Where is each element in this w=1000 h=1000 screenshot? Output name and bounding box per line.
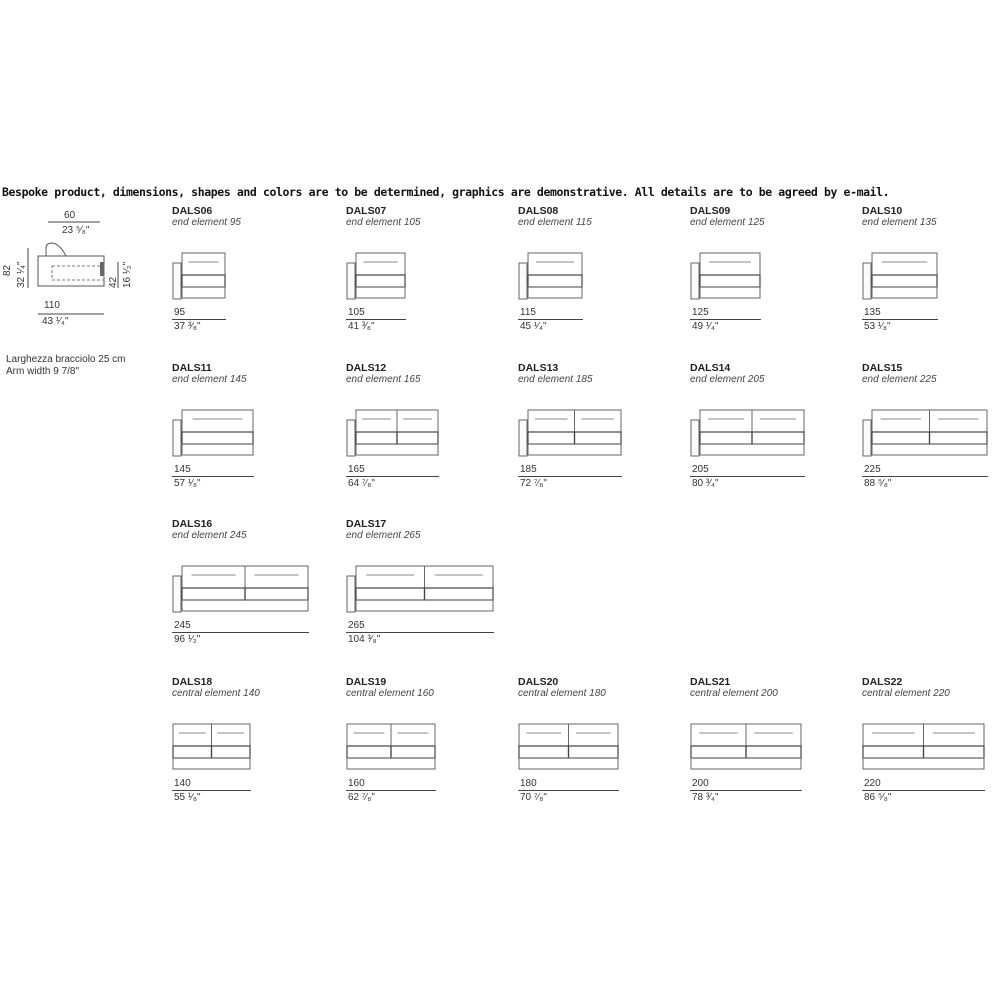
back-cushion [746,724,801,746]
width-inches: 37 ³⁄₈" [174,321,201,332]
back-cushion [519,724,569,746]
element-drawing [518,243,585,303]
seat-cushion [173,746,212,758]
dimension-line [346,790,436,791]
seat-cushion [182,588,245,600]
base-frame [182,287,225,298]
seat-cushion [391,746,435,758]
width-cm: 160 [348,778,365,789]
width-cm: 95 [174,307,186,318]
element-code: DALS10 [862,205,903,217]
width-inches: 45 ¹⁄₄" [520,321,547,332]
back-cushion [700,410,752,432]
armrest-shape [347,420,355,456]
seat-cushion [746,746,801,758]
armrest-shape [863,263,871,299]
width-inches: 55 ¹⁄₈" [174,792,201,803]
base-frame [700,287,760,298]
element-dals21 [690,676,860,826]
element-dals22 [862,676,1000,826]
element-description: end element 265 [346,530,421,541]
width-cm: 165 [348,464,365,475]
element-description: end element 225 [862,374,937,385]
width-cm: 225 [864,464,881,475]
element-dals11 [172,362,342,512]
element-drawing [172,714,253,774]
element-description: end element 205 [690,374,765,385]
base-frame [347,758,435,769]
width-cm: 185 [520,464,537,475]
width-inches: 53 ¹⁄₈" [864,321,891,332]
seat-cushion [924,746,985,758]
element-code: DALS06 [172,205,213,217]
base-frame [528,287,582,298]
seat-cushion [872,275,937,287]
width-cm: 200 [692,778,709,789]
element-dals16 [172,518,342,668]
base-frame [173,758,250,769]
element-description: end element 165 [346,374,421,385]
element-dals17 [346,518,516,668]
back-cushion [528,253,582,275]
dimension-line [172,790,251,791]
element-code: DALS14 [690,362,731,374]
element-dals12 [346,362,516,512]
element-code: DALS11 [172,362,212,374]
arm-height-cm: 82 [2,264,13,276]
back-cushion [347,724,391,746]
seat-cushion [700,432,752,444]
back-cushion [863,724,924,746]
element-code: DALS17 [346,518,387,530]
armrest-shape [173,576,181,612]
seat-cushion [182,432,253,444]
dimension-line [690,319,761,320]
base-frame [356,600,493,611]
dimension-line [690,476,805,477]
element-description: end element 105 [346,217,421,228]
element-description: end element 135 [862,217,937,228]
back-cushion [182,253,225,275]
back-cushion [752,410,804,432]
dimension-line [346,476,439,477]
dimension-line [690,790,802,791]
element-dals07 [346,205,516,355]
width-inches: 88 ⁵⁄₈" [864,478,892,489]
back-cushion [575,410,622,432]
back-cushion [924,724,985,746]
seat-cushion [182,275,225,287]
element-code: DALS13 [518,362,559,374]
back-cushion [700,253,760,275]
seat-cushion [691,746,746,758]
element-dals18 [172,676,342,826]
arm-depth-cm: 60 [64,210,76,221]
element-dals15 [862,362,1000,512]
width-inches: 62 ⁷⁄₈" [348,792,375,803]
seat-cushion [356,588,425,600]
seat-cushion [356,275,405,287]
element-drawing [346,400,441,460]
arm-note-italian: Larghezza bracciolo 25 cm [6,354,126,365]
arm-width-cm: 110 [44,300,60,311]
element-description: end element 125 [690,217,765,228]
dimension-line [518,790,619,791]
seat-cushion [863,746,924,758]
back-cushion [356,253,405,275]
element-dals20 [518,676,688,826]
element-description: end element 185 [518,374,593,385]
width-inches: 96 ¹⁄₂" [174,634,201,645]
back-cushion [173,724,212,746]
width-cm: 265 [348,620,365,631]
seat-cushion [519,746,569,758]
seat-cushion [397,432,438,444]
base-frame [863,758,984,769]
armrest-shape [347,576,355,612]
element-drawing [690,714,804,774]
element-drawing [346,243,408,303]
arm-note-english: Arm width 9 7/8" [6,366,80,377]
width-cm: 145 [174,464,191,475]
arm-width-in: 43 ¹⁄₄" [42,316,69,327]
dimension-line [862,790,985,791]
element-code: DALS09 [690,205,731,217]
seat-cushion [347,746,391,758]
armrest-shape [173,420,181,456]
seat-cushion [700,275,760,287]
width-inches: 41 ³⁄₈" [348,321,375,332]
dimension-line [346,319,406,320]
width-cm: 135 [864,307,881,318]
element-description: end element 245 [172,530,247,541]
element-code: DALS19 [346,676,387,688]
element-code: DALS08 [518,205,559,217]
back-cushion [182,410,253,432]
width-cm: 125 [692,307,709,318]
dimension-line [862,319,938,320]
dimension-line [172,632,309,633]
width-inches: 57 ¹⁄₈" [174,478,201,489]
back-cushion [356,410,397,432]
element-drawing [862,714,987,774]
base-frame [872,287,937,298]
back-cushion [930,410,988,432]
dimension-line [862,476,988,477]
seat-cushion [575,432,622,444]
arm-seat-in: 16 ¹⁄₂" [122,261,133,288]
width-inches: 72 ⁷⁄₈" [520,478,547,489]
width-cm: 220 [864,778,881,789]
element-description: end element 115 [518,217,592,228]
seat-cushion [752,432,804,444]
element-code: DALS18 [172,676,213,688]
base-frame [182,600,308,611]
width-inches: 49 ¹⁄₄" [692,321,719,332]
width-inches: 86 ⁵⁄₈" [864,792,892,803]
element-code: DALS21 [690,676,731,688]
element-code: DALS12 [346,362,387,374]
dimension-line [518,319,583,320]
element-drawing [172,556,311,616]
base-frame [356,287,405,298]
base-frame [528,444,621,455]
width-cm: 245 [174,620,191,631]
seat-cushion [245,588,308,600]
element-description: end element 95 [172,217,241,228]
base-frame [519,758,618,769]
width-cm: 180 [520,778,537,789]
base-frame [872,444,987,455]
element-dals19 [346,676,516,826]
armrest-shape [519,263,527,299]
armrest-shape [691,420,699,456]
element-code: DALS20 [518,676,559,688]
element-dals08 [518,205,688,355]
element-drawing [172,243,228,303]
element-code: DALS15 [862,362,903,374]
seat-cushion [872,432,930,444]
armrest-shape [519,420,527,456]
dimension-line [172,476,254,477]
back-cushion [182,566,245,588]
element-code: DALS16 [172,518,213,530]
base-frame [356,444,438,455]
base-frame [182,444,253,455]
dimension-line [172,319,226,320]
element-drawing [346,556,496,616]
element-code: DALS22 [862,676,903,688]
back-cushion [872,253,937,275]
seat-cushion [356,432,397,444]
element-drawing [518,714,621,774]
width-cm: 115 [520,307,536,318]
width-cm: 105 [348,307,365,318]
element-drawing [172,400,256,460]
width-cm: 140 [174,778,191,789]
back-cushion [397,410,438,432]
armrest-shape [691,263,699,299]
dimension-line [518,476,622,477]
element-drawing [862,400,990,460]
element-dals09 [690,205,860,355]
element-dals14 [690,362,860,512]
width-cm: 205 [692,464,709,475]
width-inches: 78 ³⁄₄" [692,792,719,803]
element-description: central element 160 [346,688,434,699]
element-drawing [346,714,438,774]
base-frame [691,758,801,769]
element-dals10 [862,205,1000,355]
arm-seat-cm: 42 [108,276,119,288]
width-inches: 104 ³⁄₈" [348,634,381,645]
seat-cushion [528,432,575,444]
element-description: central element 180 [518,688,606,699]
back-cushion [569,724,619,746]
element-dals13 [518,362,688,512]
arm-height-in: 32 ¹⁄₄" [16,261,27,288]
armrest-shape [347,263,355,299]
seat-cushion [528,275,582,287]
element-description: central element 220 [862,688,950,699]
element-description: central element 200 [690,688,778,699]
seat-cushion [930,432,988,444]
back-cushion [425,566,494,588]
width-inches: 64 ⁷⁄₈" [348,478,375,489]
back-cushion [356,566,425,588]
armrest-shape [173,263,181,299]
width-inches: 70 ⁷⁄₈" [520,792,547,803]
element-drawing [690,243,763,303]
base-frame [700,444,804,455]
element-drawing [862,243,940,303]
back-cushion [691,724,746,746]
back-cushion [872,410,930,432]
element-drawing [690,400,807,460]
back-cushion [212,724,251,746]
element-dals06 [172,205,342,355]
dimension-line [346,632,494,633]
element-drawing [518,400,624,460]
element-description: end element 145 [172,374,247,385]
back-cushion [245,566,308,588]
seat-cushion [212,746,251,758]
disclaimer-banner: Bespoke product, dimensions, shapes and colors are to be determined, graphics are demonstrative. All details are to be agreed by e-mail. [2,185,890,199]
back-cushion [528,410,575,432]
armrest-shape [863,420,871,456]
width-inches: 80 ³⁄₄" [692,478,719,489]
back-cushion [391,724,435,746]
element-code: DALS07 [346,205,387,217]
seat-cushion [569,746,619,758]
seat-cushion [425,588,494,600]
arm-depth-in: 23 ⁵⁄₈" [62,225,90,236]
element-description: central element 140 [172,688,260,699]
